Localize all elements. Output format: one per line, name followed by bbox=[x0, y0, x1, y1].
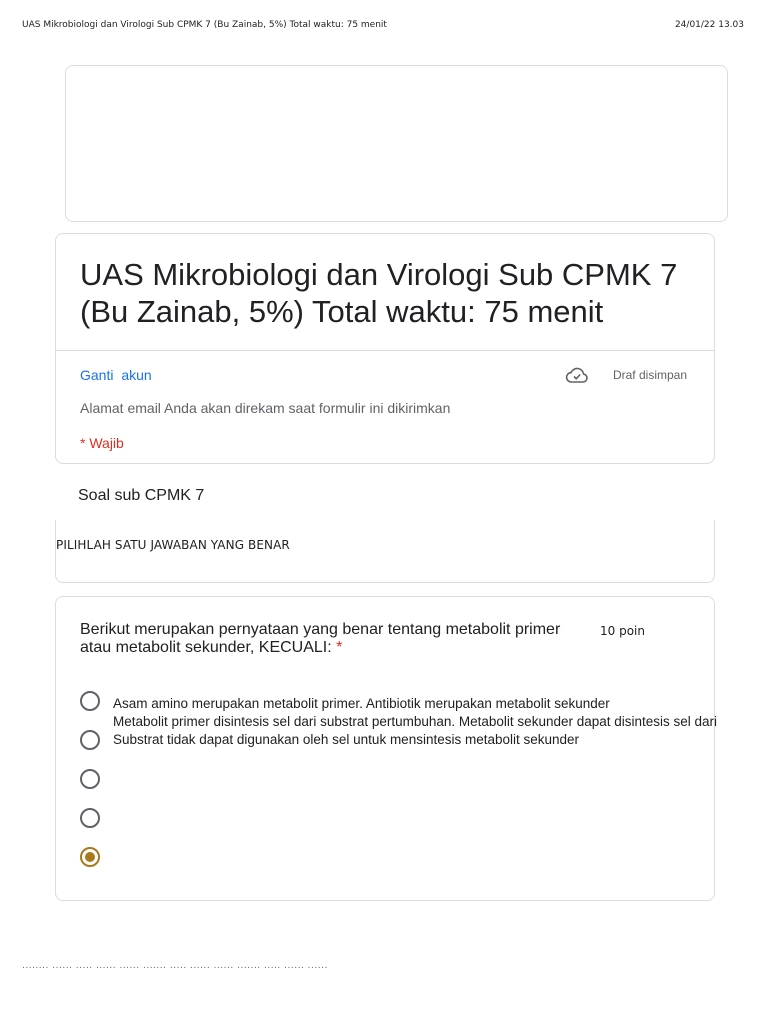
question-label: Berikut merupakan pernyataan yang benar tentang metabolit primer atau metabolit sekunder, KECUALI: bbox=[80, 621, 561, 656]
required-asterisk: * bbox=[336, 639, 343, 656]
option-text-line: Substrat tidak dapat digunakan oleh sel untuk mensintesis metabolit sekunder bbox=[113, 732, 580, 747]
option-radio-5[interactable] bbox=[80, 847, 100, 867]
option-radio-3[interactable] bbox=[80, 769, 100, 789]
header-banner bbox=[65, 65, 728, 222]
title-divider bbox=[56, 350, 714, 351]
option-radio-1[interactable] bbox=[80, 691, 100, 711]
option-text-line: Asam amino merupakan metabolit primer. Antibiotik merupakan metabolit sekunder bbox=[113, 696, 610, 711]
email-notice: Alamat email Anda akan direkam saat formulir ini dikirimkan bbox=[80, 400, 451, 416]
option-text-line: Metabolit primer disintesis sel dari substrat pertumbuhan. Metabolit sekunder dapat disintesis sel dari bbox=[113, 714, 718, 729]
required-notice: * Wajib bbox=[80, 435, 124, 451]
form-title-card bbox=[55, 233, 715, 464]
print-footer-url: ........ ...... ..... ...... ...... ....... ..... ...... ...... ....... ..... ...... ...... bbox=[22, 966, 328, 971]
options-text bbox=[113, 695, 768, 749]
section-card bbox=[55, 520, 715, 583]
draft-status-label: Draf disimpan bbox=[612, 368, 687, 382]
switch-account-link[interactable]: Ganti akun bbox=[80, 367, 152, 383]
print-header-datetime: 24/01/22 13.03 bbox=[674, 20, 744, 30]
section-title: Soal sub CPMK 7 bbox=[78, 487, 205, 504]
form-title: UAS Mikrobiologi dan Virologi Sub CPMK 7 (Bu Zainab, 5%) Total waktu: 75 menit bbox=[80, 257, 678, 329]
print-header-title: UAS Mikrobiologi dan Virologi Sub CPMK 7 (Bu Zainab, 5%) Total waktu: 75 menit bbox=[22, 20, 387, 30]
question-points: 10 poin bbox=[600, 624, 645, 638]
option-radio-4[interactable] bbox=[80, 808, 100, 828]
print-header bbox=[22, 20, 744, 34]
option-radio-2[interactable] bbox=[80, 730, 100, 750]
section-description: PILIHLAH SATU JAWABAN YANG BENAR bbox=[56, 538, 290, 552]
cloud-check-icon bbox=[565, 365, 589, 385]
question-text bbox=[80, 621, 580, 657]
question-card bbox=[55, 596, 718, 901]
